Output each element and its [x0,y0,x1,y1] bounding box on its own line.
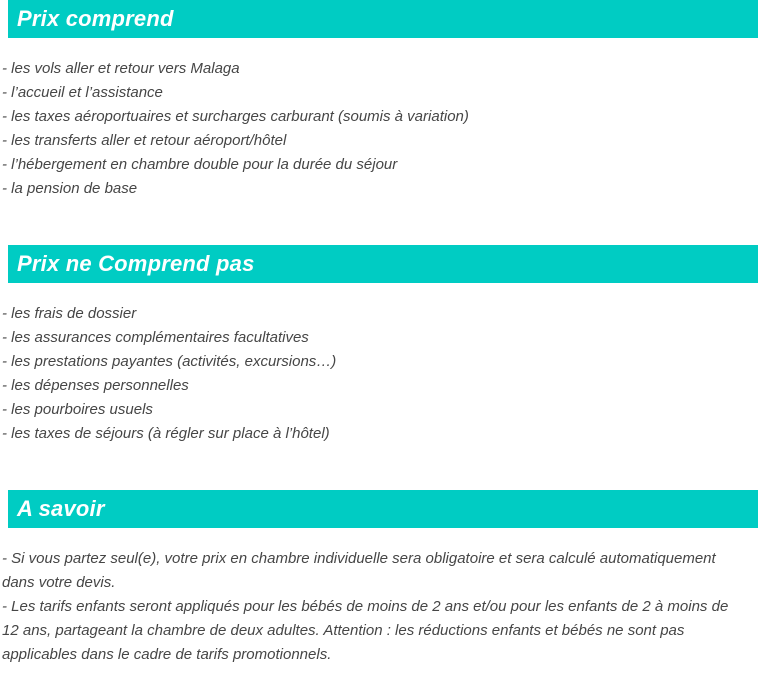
section-prix-comprend [0,0,758,245]
section-a-savoir [0,490,758,677]
list-item: - les taxes de séjours (à régler sur place à l’hôtel) [2,425,330,442]
section-title: A savoir [17,496,105,521]
list-item: - Si vous partez seul(e), votre prix en chambre individuelle sera obligatoire et sera calculé automatiquement dans votre devis. [2,550,716,591]
list-item: - Les tarifs enfants seront appliqués pour les bébés de moins de 2 ans et/ou pour les enfants de 2 à moins de 12 ans, partageant la chambre de deux adultes. Attention : les réductions enfants et bébés ne sont pas applicables dans le cadre de tarifs promotionnels. [2,598,729,663]
section-body [0,528,758,677]
list-item: - les dépenses personnelles [2,377,189,394]
list-item: - les pourboires usuels [2,401,153,418]
section-header-bar [8,245,758,283]
section-title: Prix comprend [17,6,174,31]
list-item: - les prestations payantes (activités, excursions…) [2,353,337,370]
list-item: - les taxes aéroportuaires et surcharges carburant (soumis à variation) [2,108,469,125]
section-body [0,38,758,245]
list-item: - la pension de base [2,180,138,197]
list-item: - les frais de dossier [2,305,137,322]
list-item: - l’accueil et l’assistance [2,84,163,101]
list-item: - les vols aller et retour vers Malaga [2,60,240,77]
list-item: - l’hébergement en chambre double pour la durée du séjour [2,156,398,173]
section-prix-ne-comprend-pas [0,245,758,490]
list-item: - les assurances complémentaires facultatives [2,329,309,346]
section-header-bar [8,0,758,38]
list-item: - les transferts aller et retour aéroport/hôtel [2,132,287,149]
section-header-bar [8,490,758,528]
section-body [0,283,758,490]
section-title: Prix ne Comprend pas [17,251,255,276]
